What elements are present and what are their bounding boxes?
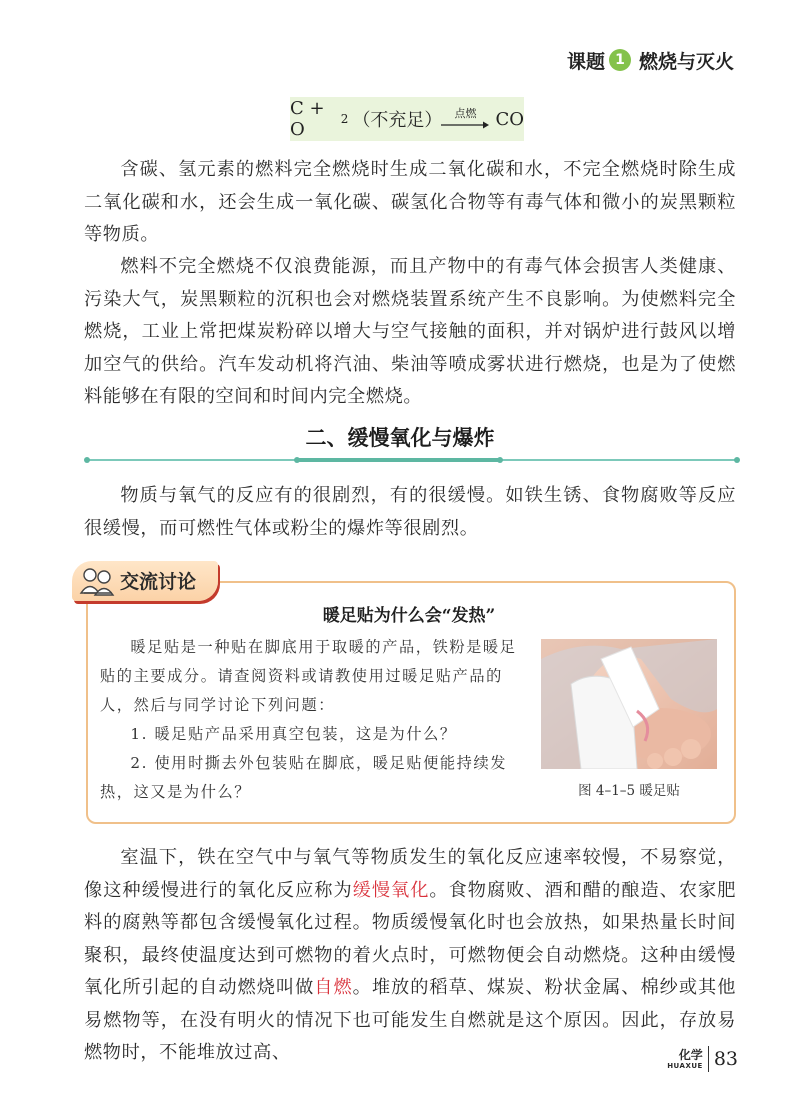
page-number: 83 [713, 1048, 738, 1070]
footer-brand [667, 1046, 709, 1072]
paragraph-4-text-c: 。堆放的稻草、煤炭、粉状金属、棉纱或其他易燃物等，在没有明火的情况下也可能发生自燃就是这个原因。因此，存放易燃物时，不能堆放过高、 [84, 977, 737, 1063]
divider-dot-right [734, 457, 740, 463]
header-label: 课题 [566, 50, 605, 73]
divider-dot-mid-left [294, 457, 300, 463]
divider-dot-mid-right [497, 457, 503, 463]
figure-caption: 图 4–1–5 暖足贴 [578, 783, 680, 799]
equation-reactant: C + O [290, 98, 325, 140]
discussion-question-2: 2. 使用时撕去外包装贴在脚底，暖足贴便能持续发热，这又是为什么？ [100, 754, 508, 801]
equation-condition-note: （不充足） [352, 110, 443, 131]
discussion-title: 暖足贴为什么会“发热” [322, 606, 496, 626]
equation-subscript: 2 [340, 112, 349, 126]
term-spontaneous-combustion: 自燃 [314, 977, 353, 998]
page-footer [667, 1046, 738, 1072]
footer-brand-cn: 化学 [678, 1047, 703, 1062]
paragraph-4-text-a: 室温下，铁在空气中与氧气等物质发生的氧化反应速率较慢，不易察觉，像这种缓慢进行的氧化反应称为 [84, 847, 736, 901]
term-slow-oxidation: 缓慢氧化 [352, 879, 430, 901]
divider-dot-left [84, 457, 90, 463]
equation-box [290, 97, 524, 141]
discussion-intro: 暖足贴是一种贴在脚底用于取暖的产品，铁粉是暖足贴的主要成分。请查阅资料或请教使用过暖足贴产品的人，然后与同学讨论下列问题： [100, 638, 517, 714]
arrow-condition: 点燃 [454, 107, 477, 120]
discussion-people-icon [78, 563, 116, 599]
discussion-question-1: 1. 暖足贴产品采用真空包装，这是为什么？ [130, 725, 457, 743]
footer-brand-en: HUAXUE [667, 1061, 703, 1070]
reaction-arrow [441, 108, 489, 130]
section-divider-accent [298, 458, 500, 462]
paragraph-3: 物质与氧气的反应有的很剧烈，有的很缓慢。如铁生锈、食物腐败等反应很缓慢，而可燃性气体或粉尘的爆炸等很剧烈。 [84, 485, 736, 539]
section-title: 二、缓慢氧化与爆炸 [305, 426, 495, 450]
chapter-header [567, 46, 734, 74]
paragraph-1: 含碳、氢元素的燃料完全燃烧时生成二氧化碳和水，不完全燃烧时除生成二氧化碳和水，还会生成一氧化碳、碳氢化合物等有毒气体和微小的炭黑颗粒等物质。 [84, 159, 736, 245]
paragraph-4 [84, 842, 736, 1070]
lesson-number-badge: 1 [609, 49, 631, 71]
header-title: 燃烧与灭火 [638, 50, 734, 73]
foot-warmer-photo [541, 639, 717, 769]
equation-product: CO [495, 108, 524, 130]
discussion-tab-label: 交流讨论 [120, 571, 197, 593]
paragraph-2: 燃料不完全燃烧不仅浪费能源，而且产物中的有毒气体会损害人类健康、污染大气，炭黑颗粒的沉积也会对燃烧装置系统产生不良影响。为使燃料完全燃烧，工业上常把煤炭粉碎以增大与空气接触的面积，并对锅炉进行鼓风以增加空气的供给。汽车发动机将汽油、柴油等喷成雾状进行燃烧，也是为了使燃料能够在有限的空间和时间内完全燃烧。 [84, 256, 736, 407]
arrow-icon [441, 120, 489, 130]
paragraph-4-text-b: 。食物腐败、酒和醋的酿造、农家肥料的腐熟等都包含缓慢氧化过程。物质缓慢氧化时也会放热，如果热量长时间聚积，最终使温度达到可燃物的着火点时，可燃物便会自动燃烧。这种由缓慢氧化所引起的自动燃烧叫做 [84, 879, 737, 998]
